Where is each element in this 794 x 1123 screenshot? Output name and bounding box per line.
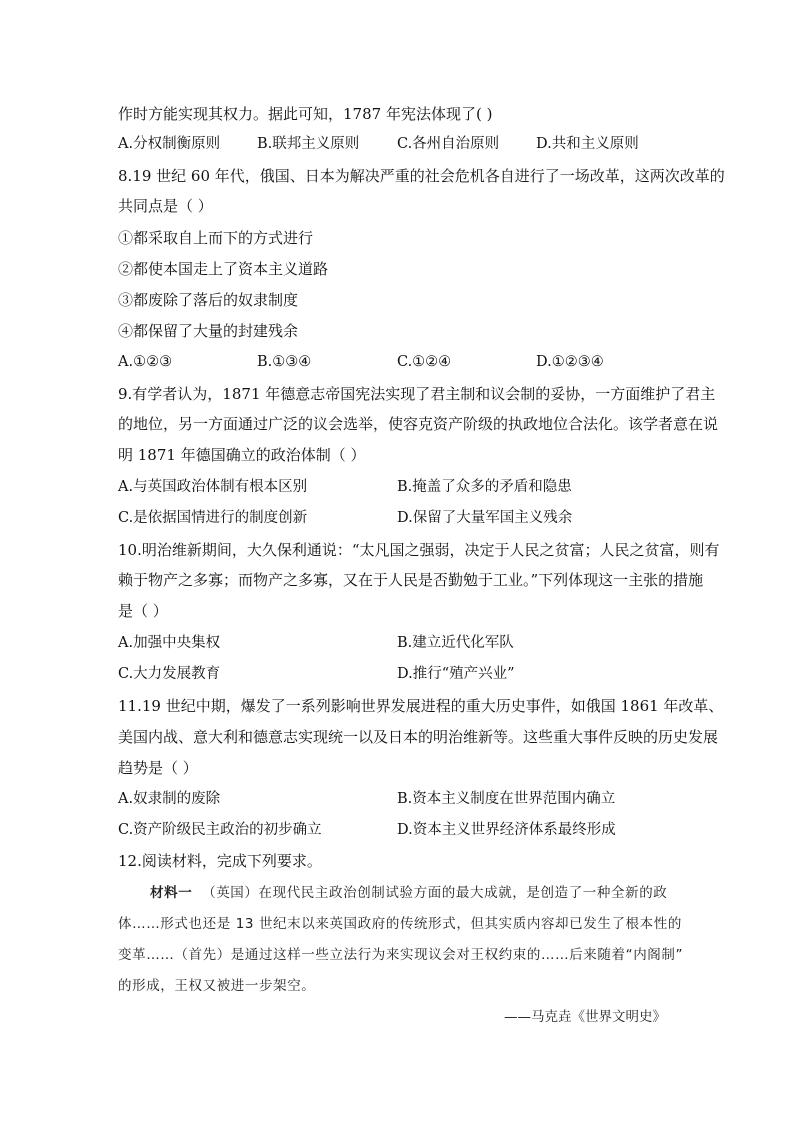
q12-material-label: 材料一 — [150, 885, 193, 901]
q11-option-a: A.奴隶制的废除 — [118, 791, 221, 807]
q9-option-c: C.是依据国情进行的制度创新 — [118, 510, 308, 526]
q12-material-line-1 — [150, 883, 667, 903]
q10-stem-line-3: 是（ ） — [118, 602, 168, 620]
q8-option-a: A.①②③ — [118, 354, 173, 370]
q7-stem: 作时方能实现其权力。据此可知，1787 年宪法体现了( ) — [118, 105, 493, 123]
q10-stem-line-2: 赖于物产之多寡；而物产之多寡，又在于人民是否勤勉于工业。”下列体现这一主张的措施 — [118, 571, 704, 589]
q11-stem-line-3: 趋势是（ ） — [118, 759, 198, 777]
q8-option-c: C.①②④ — [397, 354, 452, 370]
q7-option-b: B.联邦主义原则 — [257, 136, 360, 152]
q7-option-c: C.各州自治原则 — [397, 136, 500, 152]
q9-stem-line-1: 9.有学者认为，1871 年德意志帝国宪法实现了君主制和议会制的妥协，一方面维护了君主 — [118, 385, 716, 403]
q10-option-b: B.建立近代化军队 — [397, 635, 514, 651]
q8-item-4: ④都保留了大量的封建残余 — [118, 322, 299, 340]
q11-option-c: C.资产阶级民主政治的初步确立 — [118, 822, 322, 838]
q9-option-a: A.与英国政治体制有根本区别 — [118, 479, 308, 495]
q10-option-d: D.推行“殖产兴业” — [397, 666, 515, 682]
q11-option-d: D.资本主义世界经济体系最终形成 — [397, 822, 616, 838]
q7-option-d: D.共和主义原则 — [536, 136, 639, 152]
q12-material-line-3: 变革……（首先）是通过这样一些立法行为来实现议会对王权约束的……后来随着“内阁制” — [118, 947, 684, 963]
q12-stem: 12.阅读材料，完成下列要求。 — [118, 852, 322, 870]
q9-option-b: B.掩盖了众多的矛盾和隐患 — [397, 479, 572, 495]
q8-option-d: D.①②③④ — [536, 354, 604, 370]
q8-option-b: B.①③④ — [257, 354, 312, 370]
q11-option-b: B.资本主义制度在世界范围内确立 — [397, 791, 616, 807]
q9-stem-line-3: 明 1871 年德国确立的政治体制（ ） — [118, 446, 366, 464]
q9-option-d: D.保留了大量军国主义残余 — [397, 510, 573, 526]
q7-option-a: A.分权制衡原则 — [118, 136, 221, 152]
q8-stem-line-2: 共同点是（ ） — [118, 197, 213, 215]
q8-stem-line-1: 8.19 世纪 60 年代，俄国、日本为解决严重的社会危机各自进行了一场改革，这两次改革的 — [118, 167, 725, 185]
q8-item-3: ③都废除了落后的奴隶制度 — [118, 291, 299, 309]
q8-item-1: ①都采取自上而下的方式进行 — [118, 229, 314, 247]
q12-material-line-2: 体……形式也还是 13 世纪末以来英国政府的传统形式，但其实质内容却已发生了根本性的 — [118, 916, 682, 932]
q10-option-a: A.加强中央集权 — [118, 635, 221, 651]
q10-stem-line-1: 10.明治维新期间，大久保利通说：“太凡国之强弱，决定于人民之贫富；人民之贫富，则有 — [118, 541, 720, 559]
q11-stem-line-1: 11.19 世纪中期，爆发了一系列影响世界发展进程的重大历史事件，如俄国 1861 年改革、 — [118, 697, 724, 715]
q10-option-c: C.大力发展教育 — [118, 666, 221, 682]
q12-material-line-4: 的形成，王权又被进一步架空。 — [118, 978, 316, 994]
q9-stem-line-2: 的地位，另一方面通过广泛的议会选举，使容克资产阶级的执政地位合法化。该学者意在说 — [118, 415, 719, 433]
q12-material-text-1: （英国）在现代民主政治创制试验方面的最大成就，是创造了一种全新的政 — [202, 885, 668, 901]
q8-item-2: ②都使本国走上了资本主义道路 — [118, 260, 329, 278]
q12-material-source: ——马克垚《世界文明史》 — [504, 1009, 666, 1025]
q11-stem-line-2: 美国内战、意大利和德意志实现统一以及日本的明治维新等。这些重大事件反映的历史发展 — [118, 728, 719, 746]
